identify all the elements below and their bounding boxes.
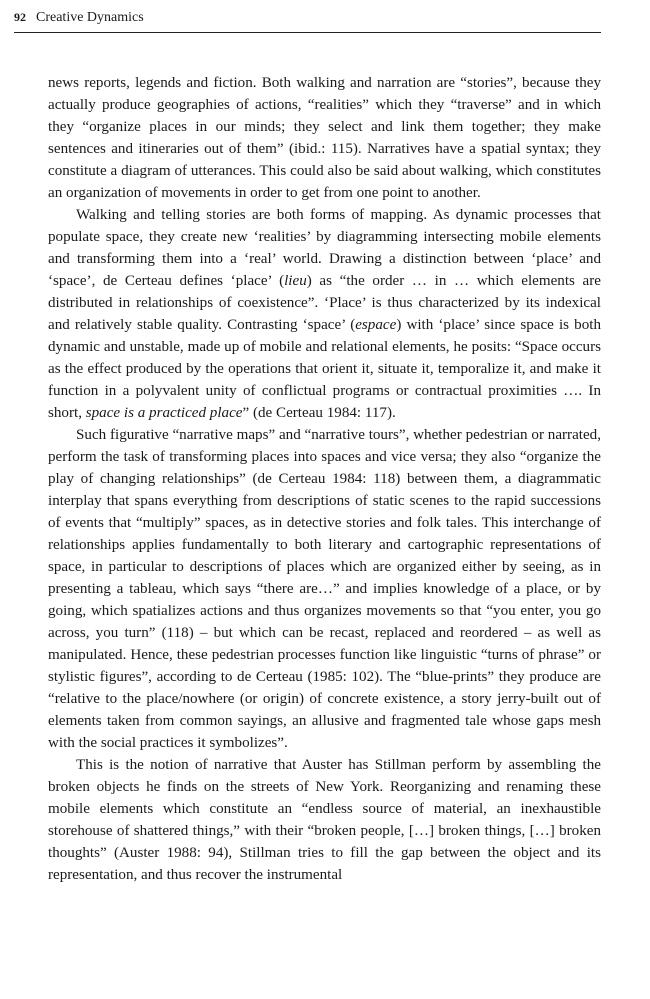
italic-quote-practiced-place: space is a practiced place [85,405,243,421]
paragraph-text: ) with ‘place’ since space is both dynamic and unstable, made up of mobile and relational elements, he posits: “Space occurs as the effect produced by the operations that orient it, situate it, temporalize it, and make it function in a polyvalent unity of conflictual programs or contractual proximities …. In short, [48,317,601,421]
page-number: 92 [14,10,26,24]
italic-term-espace: espace [355,317,397,333]
book-title: Creative Dynamics [36,10,144,25]
italic-term-lieu: lieu [284,273,307,289]
paragraph-text: Such figurative “narrative maps” and “narrative tours”, whether pedestrian or narrated, perform the task of transforming places into spaces and vice versa; they also “organize the play of changing relationships” (de Certeau 1984: 118) between them, a diagrammatic interplay that spans everything from descriptions of static scenes to the rapid successions of events that “multiply” spaces, as in detective stories and folk tales. This interchange of relationships applies fundamentally to both literary and cartographic representations of space, in particular to descriptions of places which are organized either by seeing, as in presenting a tableau, which says “there are…” and implies knowledge of a place, or by going, which spatializes actions and thus organizes movements so that “you enter, you go across, you turn” (118) – but which can be recast, replaced and reordered – as well as manipulated. Hence, these pedestrian processes function like linguistic “turns of phrase” or stylistic figures”, according to de Certeau (1985: 102). The “blue-prints” they produce are “relative to the place/nowhere (or origin) of concrete existence, a story jerry-built out of elements taken from common sayings, an allusive and fragmented tale whose gaps mesh with the social practices it symbolizes”. [48,427,601,751]
running-head [14,8,601,33]
body-text [48,72,601,886]
paragraph-text: Walking and telling stories are both forms of mapping. As dynamic processes that populate space, they create new ‘realities’ by diagramming intersecting mobile elements and transforming them into a ‘real’ world. Drawing a distinction between ‘place’ and ‘space’, de Certeau defines ‘place’ ( [48,207,601,289]
paragraph-2 [48,204,601,424]
paragraph-text: ) as “the order … in … which elements are distributed in relationships of coexistence”. ‘Place’ is thus characterized by its indexical and relatively stable quality. Contrasting ‘space’ ( [48,273,601,333]
paragraph-text: ” (de Certeau 1984: 117). [242,405,396,421]
paragraph-3 [48,424,601,754]
paragraph-4 [48,754,601,886]
paragraph-text: This is the notion of narrative that Auster has Stillman perform by assembling the broken objects he finds on the streets of New York. Reorganizing and renaming these mobile elements which constitute an “endless source of material, an inexhaustible storehouse of shattered things,” with their “broken people, […] broken things, […] broken thoughts” (Auster 1988: 94), Stillman tries to fill the gap between the object and its representation, and thus recover the instrumental [48,757,601,883]
paragraph-text: news reports, legends and fiction. Both walking and narration are “stories”, because they actually produce geographies of actions, “realities” which they “traverse” and in which they “organize places in our minds; they select and link them together; they make sentences and itineraries out of them” (ibid.: 115). Narratives have a spatial syntax; they constitute a diagram of utterances. This could also be said about walking, which constitutes an organization of movements in order to get from one point to another. [48,75,601,201]
paragraph-1 [48,72,601,204]
